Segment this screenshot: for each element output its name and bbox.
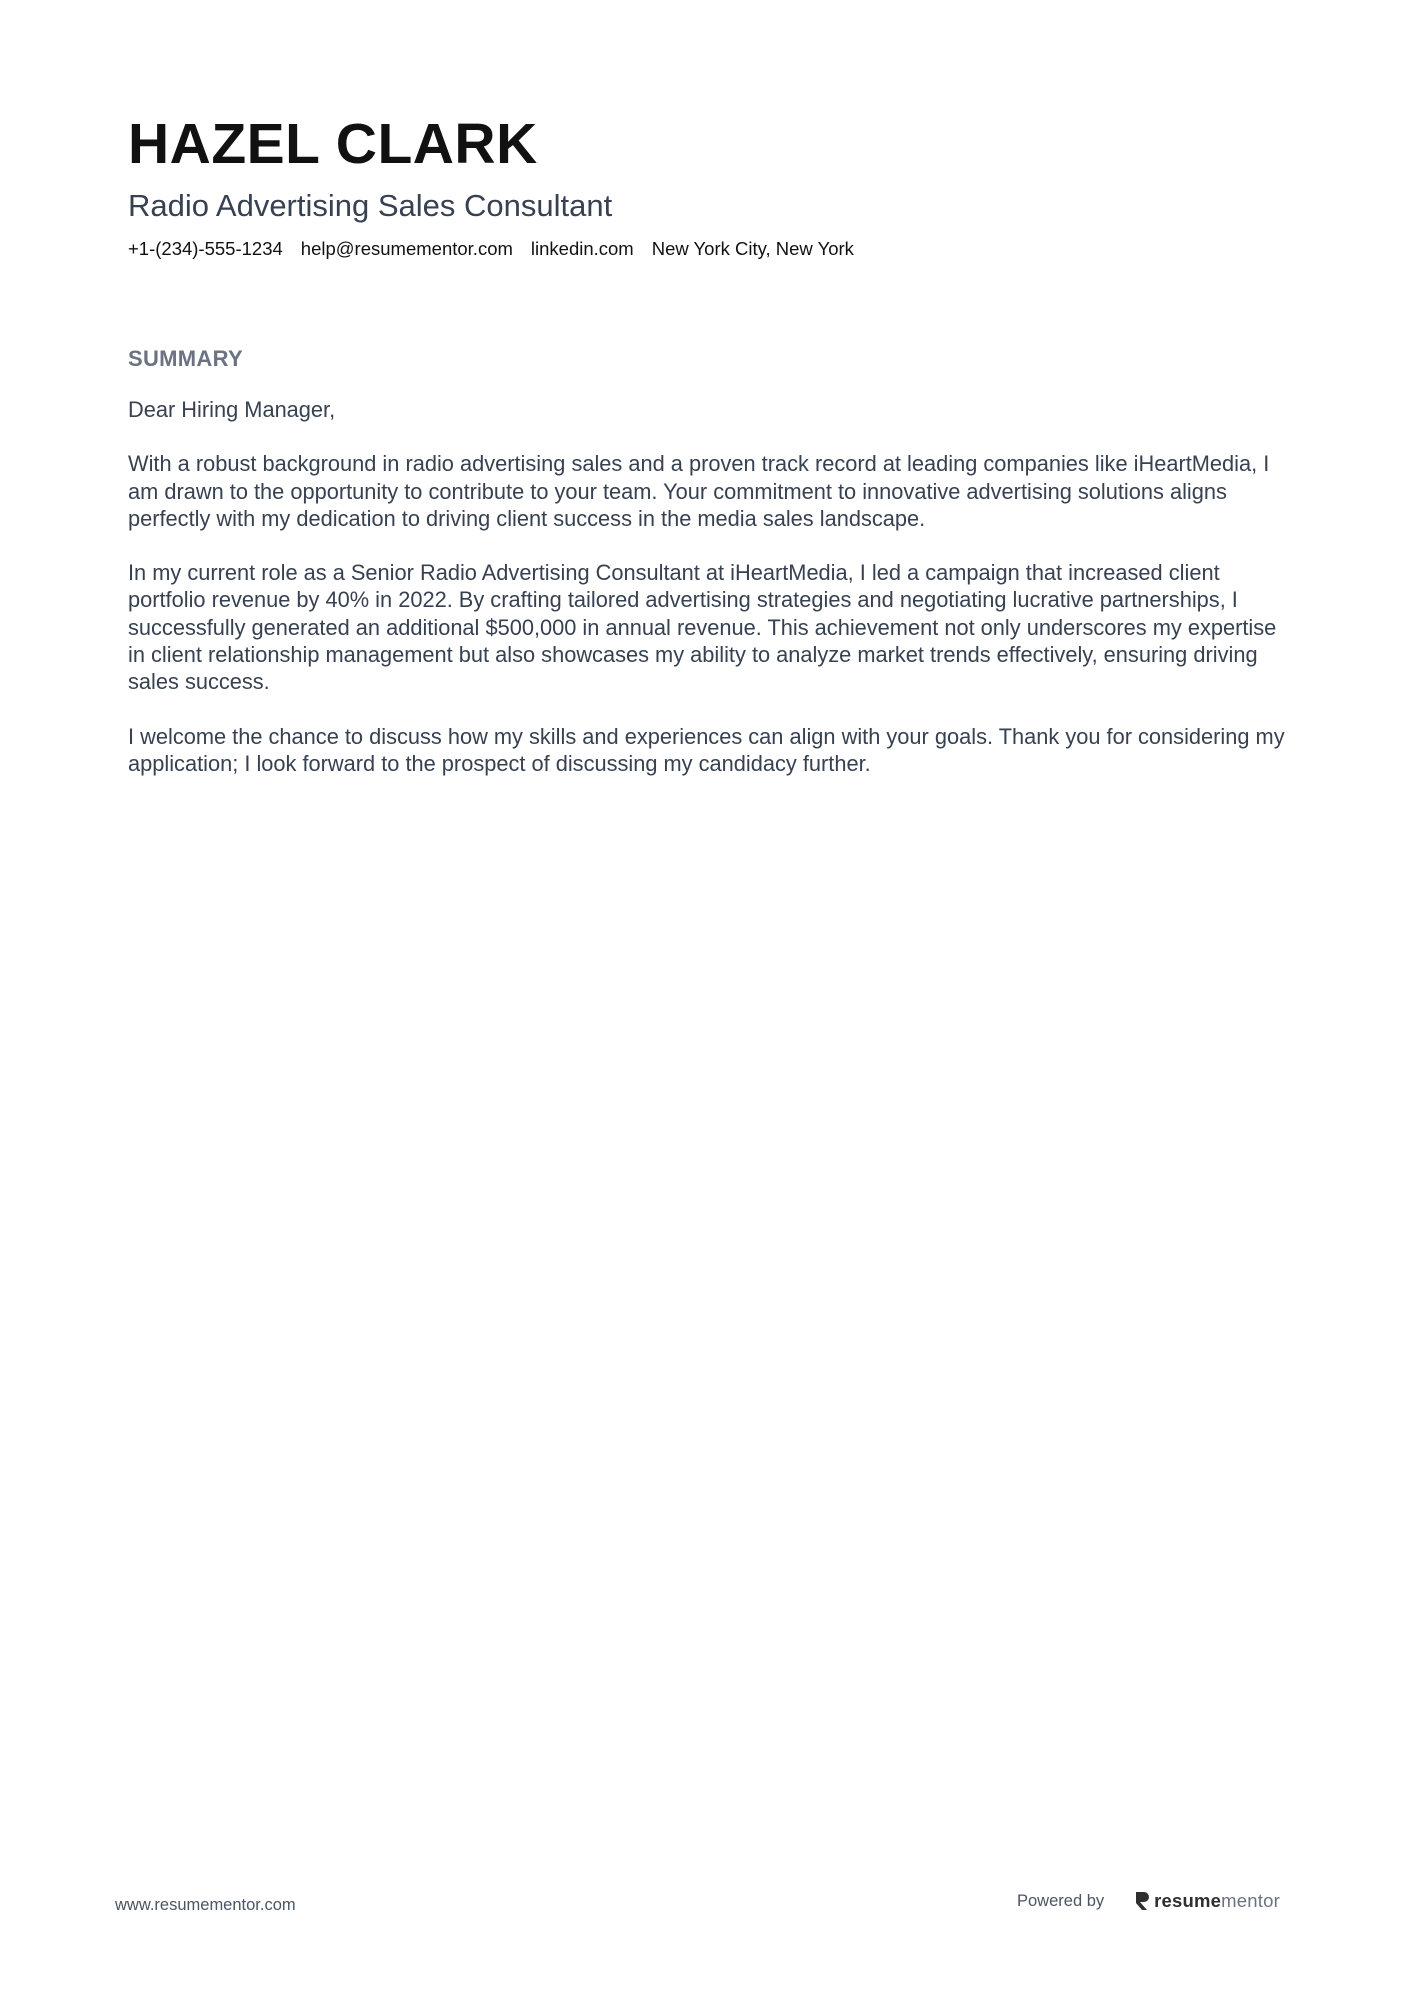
brand-name-bold: resume (1154, 1890, 1222, 1911)
footer-branding (1017, 1890, 1280, 1912)
contact-linkedin: linkedin.com (530, 238, 634, 259)
paragraph-achievement: In my current role as a Senior Radio Advertising Consultant at iHeartMedia, I led a campaign that increased client portfolio revenue by 40% in 2022. By crafting tailored advertising strategies and negotiating lucrative partnerships, I successfully generated an additional $500,000 in annual revenue. This achievement not only underscores my expertise in client relationship management but also showcases my ability to analyze market trends effectively, ensuring driving sales success. (128, 560, 1277, 695)
paragraph-intro: With a robust background in radio advertising sales and a proven track record at leading companies like iHeartMedia, I am drawn to the opportunity to contribute to your team. Your commitment to innovative advertising solutions aligns perfectly with my dedication to driving client success in the media sales landscape. (128, 451, 1270, 531)
brand-name-light: mentor (1221, 1890, 1280, 1911)
brand-name (1154, 1890, 1280, 1912)
footer-website: www.resumementor.com (115, 1896, 296, 1914)
summary-section (128, 344, 1288, 804)
candidate-name: HAZEL CLARK (128, 112, 538, 176)
header (128, 108, 1288, 262)
contact-info (128, 236, 1288, 262)
paragraph-closing: I welcome the chance to discuss how my skills and experiences can align with your goals. Thank you for considering my application; I look forward to the prospect of discussing my candidacy further. (128, 723, 1285, 776)
contact-phone: +1-(234)-555-1234 (128, 238, 283, 259)
section-heading-summary: SUMMARY (128, 346, 243, 371)
job-title: Radio Advertising Sales Consultant (128, 188, 613, 223)
powered-by-label: Powered by (1017, 1892, 1105, 1910)
salutation: Dear Hiring Manager, (128, 397, 336, 422)
resumementor-logo-icon (1134, 1891, 1150, 1911)
contact-email: help@resumementor.com (300, 238, 513, 259)
brand-logo (1134, 1890, 1280, 1912)
contact-location: New York City, New York (651, 238, 854, 259)
